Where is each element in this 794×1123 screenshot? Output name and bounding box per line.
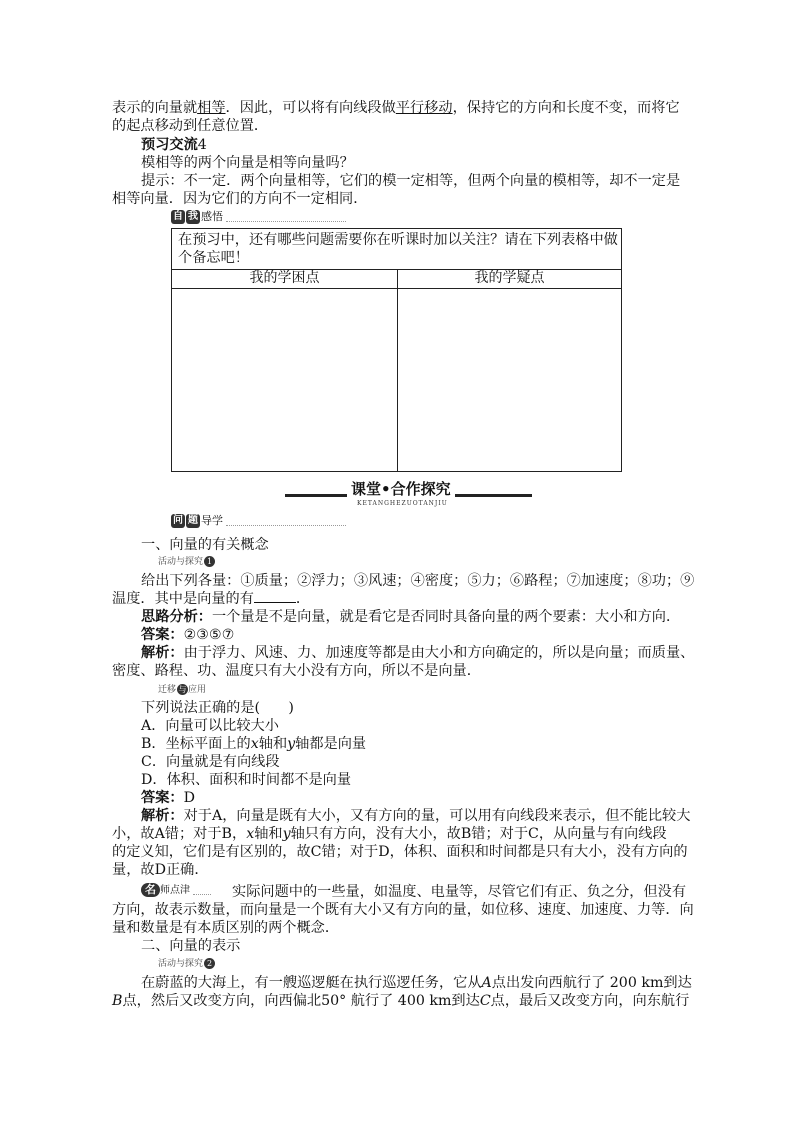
guide-tag: 问 题 导学 (171, 514, 346, 528)
option-d: D．体积、面积和时间都不是向量 (141, 772, 352, 788)
option-b: B．坐标平面上的x轴和y轴都是向量 (141, 736, 367, 752)
idea-line: 思路分析：一个量是不是向量，就是看它是否同时具备向量的两个要素：大小和方向． (141, 609, 681, 625)
problem-line: 在蔚蓝的大海上，有一艘巡逻艇在执行巡逻任务，它从A点出发向西航行了 200 km到达 (141, 975, 692, 991)
question-line: 给出下列各量：①质量；②浮力；③风速；④密度；⑤力；⑥路程；⑦加速度；⑧功；⑨ (141, 573, 695, 589)
analysis-line: 解析：对于A，向量是既有大小，又有方向的量，可以用有向线段来表示，但不能比较大 (141, 808, 691, 824)
badge-icon: 与 (178, 685, 187, 694)
activity-tag: 活动与探究 1 (158, 556, 215, 568)
section-banner (285, 480, 532, 510)
memo-prompt: 在预习中，还有哪些问题需要你在听课时加以关注？请在下列表格中做 个备忘吧！ (172, 229, 621, 270)
memo-column-header: 我的学疑点 (397, 269, 622, 289)
note-line: 实际问题中的一些量，如温度、电量等，尽管它们有正、负之分，但没有 (232, 884, 687, 900)
answer-line: 答案：②③⑤⑦ (141, 627, 235, 643)
option-a: A．向量可以比较大小 (141, 718, 279, 734)
dotted-line (193, 886, 211, 895)
section-title: 二、向量的表示 (141, 938, 241, 954)
preview-question: 模相等的两个向量是相等向量吗？ (141, 155, 354, 171)
analysis-line: 的定义知，它们是有区别的，故C错；对于D，体积、面积和时间都是只有大小，没有方向的 (112, 844, 688, 860)
paragraph-line: 的起点移动到任意位置． (112, 118, 269, 134)
preview-hint: 提示：不一定．两个向量相等，它们的模一定相等，但两个向量的模相等，却不一定是 (141, 173, 681, 189)
question-line: 温度．其中是向量的有 ． (112, 591, 311, 607)
preview-hint: 相等向量．因为它们的方向不一定相同． (112, 191, 368, 207)
banner-subtitle: KETANGHEZUOTANJIU (357, 500, 448, 507)
answer-line: 答案：D (141, 790, 195, 806)
analysis-line: 密度、路程、功、温度只有大小没有方向，所以不是向量． (112, 663, 481, 679)
activity-tag: 活动与探究 2 (158, 958, 215, 970)
number-badge-icon: 2 (204, 958, 215, 969)
underlined-term: 平行移动 (395, 100, 453, 116)
analysis-line: 量，故D正确． (112, 862, 209, 878)
badge-icon: 我 (188, 211, 198, 222)
memo-cell-doubts[interactable] (398, 289, 621, 471)
paragraph-line: 表示的向量就相等．因此，可以将有向线段做平行移动，保持它的方向和长度不变，而将它 (112, 100, 680, 116)
memo-table (171, 228, 622, 472)
badge-icon: 题 (188, 515, 198, 526)
memo-cell-difficulties[interactable] (172, 289, 396, 471)
analysis-line: 小，故A错；对于B，x轴和y轴只有方向，没有大小，故B错；对于C，从向量与有向线段 (112, 826, 667, 842)
transfer-tag: 迁移 与 应用 (158, 685, 207, 695)
problem-line: B点，然后又改变方向，向西偏北50° 航行了 400 km到达C点，最后又改变方向，向东航行 (112, 993, 690, 1009)
teacher-icon: 名 (141, 883, 160, 897)
analysis-line: 解析：由于浮力、风速、力、加速度等都是由大小和方向确定的，所以是向量；而质量、 (141, 645, 695, 661)
underlined-term: 相等 (197, 100, 226, 116)
badge-icon: 问 (173, 515, 183, 526)
question-line: 下列说法正确的是( ) (141, 700, 294, 716)
self-reflection-tag: 自 我 感悟 (171, 210, 346, 224)
section-title: 一、向量的有关概念 (141, 537, 269, 553)
option-c: C．向量就是有向线段 (141, 754, 280, 770)
answer-blank[interactable] (254, 590, 296, 603)
preview-heading: 预习交流4 (141, 137, 207, 153)
memo-column-header: 我的学困点 (172, 269, 397, 289)
teacher-note-tag: 名 师点津 (141, 882, 211, 900)
badge-icon: 自 (173, 211, 183, 222)
note-line: 量和数量是有本质区别的两个概念． (112, 920, 340, 936)
banner-title: 课堂•合作探究 (347, 480, 455, 498)
note-line: 方向，故表示数量，而向量是一个既有大小又有方向的量，如位移、速度、加速度、力等．向 (112, 902, 694, 918)
number-badge-icon: 1 (204, 556, 215, 567)
dotted-line (226, 213, 346, 222)
dotted-line (226, 517, 346, 526)
